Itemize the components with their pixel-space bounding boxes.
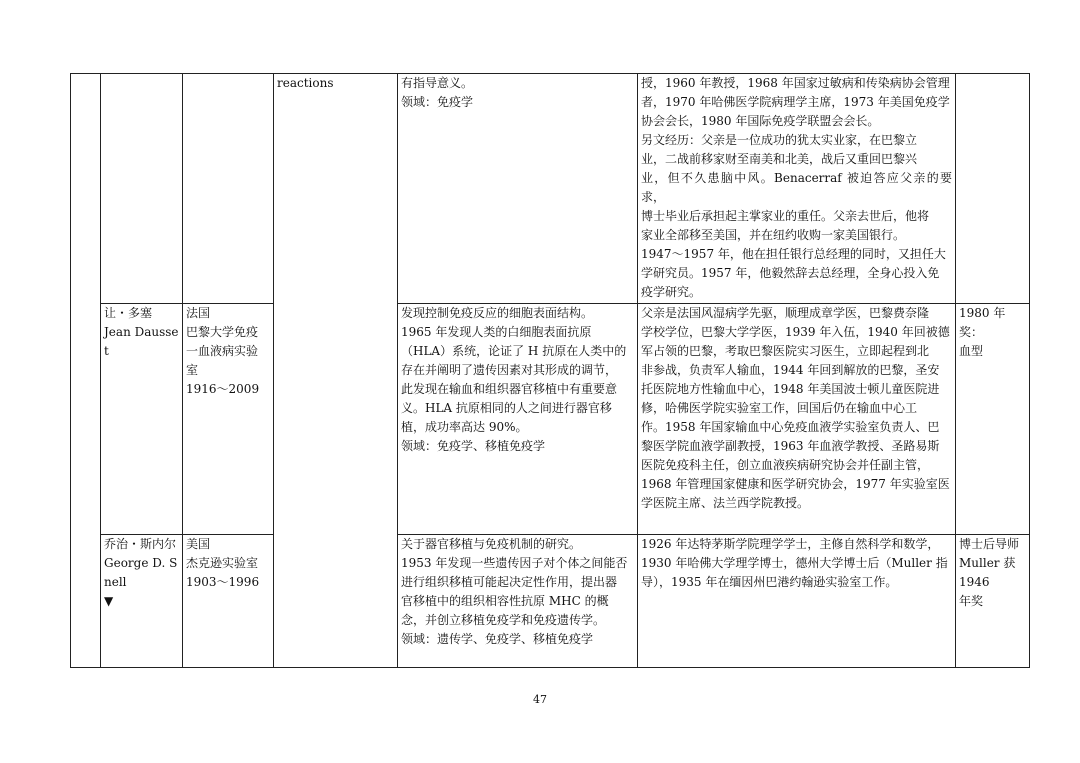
institution-cell: [183, 74, 274, 304]
name-zh: 让・多塞: [104, 306, 153, 320]
text-line: 业，二战前移家财至南美和北美，战后又重回巴黎兴: [641, 152, 918, 166]
text-line: 1916～2009: [186, 382, 260, 396]
text-line: 此发现在输血和组织器官移植中有重要意: [401, 382, 618, 396]
institution-cell: [183, 304, 274, 535]
text-line: 授，1960 年教授，1968 年国家过敏病和传染病协会管理: [641, 76, 950, 90]
text-line: 法国: [186, 306, 211, 320]
text-line: 医院免疫科主任，创立血液疾病研究协会并任副主管，: [641, 458, 930, 472]
text-line: 发现控制免疫反应的细胞表面结构。: [401, 306, 594, 320]
text-line: 父亲是法国风湿病学先驱，顺理成章学医，巴黎费奈隆: [641, 306, 930, 320]
text-line: 疫学研究。: [641, 285, 702, 299]
text-line: 家业全部移至美国，并在纽约收购一家美国银行。: [641, 228, 906, 242]
name-en: Jean Dausset: [104, 325, 179, 358]
text-line: 进行组织移植可能起决定性作用，提出器: [401, 575, 618, 589]
text-line: 业，但不久患脑中风。Benacerraf 被迫答应父亲的要求，: [641, 171, 952, 204]
text-line: 博士后导师: [959, 537, 1020, 551]
laureate-table: [70, 73, 1030, 668]
text-line: 1903～1996: [186, 575, 260, 589]
text-line: 非参战，负责军人输血，1944 年回到解放的巴黎，圣安: [641, 363, 940, 377]
text-line: 领域：免疫学、移植免疫学: [401, 439, 546, 453]
name-cell: [101, 535, 183, 668]
text-line: 导），1935 年在缅因州巴港约翰逊实验室工作。: [641, 575, 898, 589]
text-line: （HLA）系统，论证了 H 抗原在人类中的: [401, 344, 627, 358]
text-line: 托医院地方性输血中心，1948 年美国波士顿儿童医院进: [641, 382, 940, 396]
background-cell: [638, 304, 956, 535]
text-line: 1930 年哈佛大学理学博士，德州大学博士后（Muller 指: [641, 556, 948, 570]
title-cell: [274, 74, 398, 668]
text-line: 存在并阐明了遗传因素对其形成的调节，: [401, 363, 618, 377]
text-line: 念，并创立移植免疫学和免疫遗传学。: [401, 613, 606, 627]
text-line: 关于器官移植与免疫机制的研究。: [401, 537, 582, 551]
text-line: 室: [186, 363, 199, 377]
text-line: 军占领的巴黎，考取巴黎医院实习医生，立即起程到北: [641, 344, 930, 358]
text-line: 官移植中的组织相容性抗原 MHC 的概: [401, 594, 609, 608]
category-cell: [71, 74, 101, 668]
text-line: 1953 年发现一些遗传因子对个体之间能否: [401, 556, 628, 570]
text-line: 1965 年发现人类的白细胞表面抗原: [401, 325, 592, 339]
table-row: [71, 304, 1030, 535]
name-cell: [101, 304, 183, 535]
text-line: 巴黎大学免疫: [186, 325, 259, 339]
award-cell: [956, 74, 1030, 304]
discovery-cell: [398, 74, 638, 304]
text-line: 1980 年奖：: [959, 306, 1006, 339]
text-line: 协会会长，1980 年国际免疫学联盟会会长。: [641, 114, 880, 128]
award-cell: [956, 535, 1030, 668]
name-zh: 乔治・斯内尔: [104, 537, 177, 551]
triangle-icon: ▼: [104, 594, 114, 608]
table-row: [71, 535, 1030, 668]
page-number: 47: [533, 693, 547, 706]
text-line: 修，哈佛医学院实验室工作，回国后仍在输血中心工: [641, 401, 918, 415]
text-line: 领域：免疫学: [401, 95, 474, 109]
text-line: 义。HLA 抗原相同的人之间进行器官移: [401, 401, 612, 415]
text-line: 者，1970 年哈佛医学院病理学主席，1973 年美国免疫学: [641, 95, 950, 109]
text-line: 学校学位，巴黎大学学医，1939 年入伍，1940 年回被德: [641, 325, 950, 339]
background-cell: [638, 74, 956, 304]
text-line: 血型: [959, 344, 984, 358]
text-line: 1926 年达特茅斯学院理学学士，主修自然科学和数学，: [641, 537, 940, 551]
text-line: 作。1958 年国家输血中心免疫血液学实验室负责人、巴: [641, 420, 940, 434]
award-cell: [956, 304, 1030, 535]
text-line: 1968 年管理国家健康和医学研究协会，1977 年实验室医: [641, 477, 950, 491]
table-row: [71, 74, 1030, 304]
text-line: 美国: [186, 537, 211, 551]
institution-cell: [183, 535, 274, 668]
discovery-cell: [398, 535, 638, 668]
text-line: 杰克逊实验室: [186, 556, 259, 570]
text-line: 博士毕业后承担起主掌家业的重任。父亲去世后，他将: [641, 209, 930, 223]
discovery-cell: [398, 304, 638, 535]
text-line: 一血液病实验: [186, 344, 259, 358]
text-line: 有指导意义。: [401, 76, 474, 90]
text-line: 1947～1957 年，他在担任银行总经理的同时，又担任大: [641, 247, 946, 261]
background-cell: [638, 535, 956, 668]
text-line: 学研究员。1957 年，他毅然辞去总经理，全身心投入免: [641, 266, 940, 280]
name-cell: [101, 74, 183, 304]
text-line: 黎医学院血液学副教授，1963 年血液学教授、圣路易斯: [641, 439, 940, 453]
text-line: 植，成功率高达 90%。: [401, 420, 528, 434]
text-line: 另文经历：父亲是一位成功的犹太实业家，在巴黎立: [641, 133, 918, 147]
reactions-text: reactions: [277, 76, 334, 90]
text-line: 领域：遗传学、免疫学、移植免疫学: [401, 632, 594, 646]
text-line: 年奖: [959, 594, 984, 608]
text-line: Muller 获 1946: [959, 556, 1016, 589]
name-en: George D. Snell: [104, 556, 178, 589]
text-line: 学医院主席、法兰西学院教授。: [641, 496, 810, 510]
